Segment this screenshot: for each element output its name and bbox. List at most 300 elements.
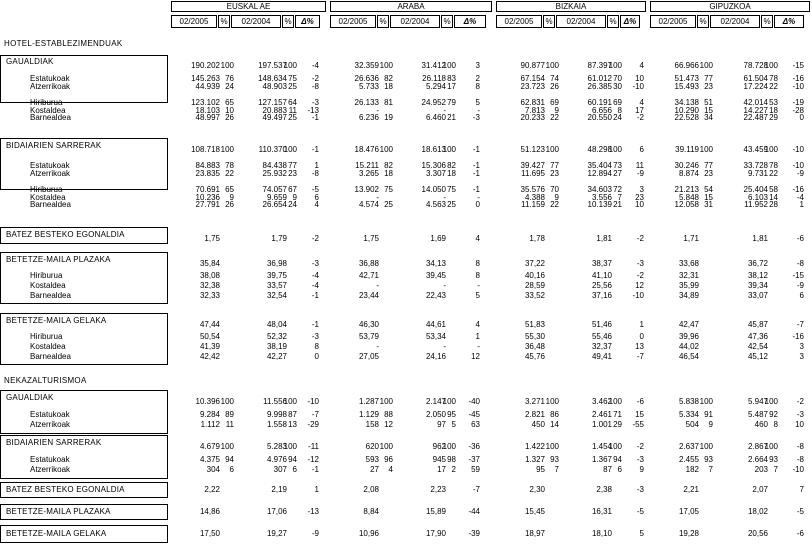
table-cell: 55,30 xyxy=(524,332,545,341)
table-cell: 100 xyxy=(699,397,713,406)
table-cell: -4 xyxy=(311,281,319,290)
table-cell: 1.287 xyxy=(358,397,379,406)
table-cell: -39 xyxy=(468,529,480,538)
table-cell: 100 xyxy=(283,145,297,154)
table-cell: 53,34 xyxy=(425,332,446,341)
table-cell: 4.388 xyxy=(524,193,545,202)
row-label: Barnealdea xyxy=(30,200,71,209)
table-cell: 100 xyxy=(379,397,393,406)
table-cell: 1.001 xyxy=(591,420,612,429)
table-cell: -8 xyxy=(311,169,319,178)
table-cell: 61.012 xyxy=(587,74,612,83)
table-cell: 84.438 xyxy=(262,161,287,170)
table-cell: 23.835 xyxy=(195,169,220,178)
table-cell: 87.397 xyxy=(587,61,612,70)
table-cell: -3 xyxy=(636,455,644,464)
table-cell: 1.454 xyxy=(591,442,612,451)
table-cell: 7 xyxy=(708,465,713,474)
table-cell: 17,50 xyxy=(199,529,220,538)
column-header xyxy=(774,15,804,28)
table-cell: 3 xyxy=(639,185,644,194)
column-header xyxy=(171,15,217,28)
table-cell: 460 xyxy=(754,420,768,429)
table-cell: 12.894 xyxy=(587,169,612,178)
table-cell: 27 xyxy=(370,465,379,474)
table-cell: 1.558 xyxy=(266,420,287,429)
table-cell: 1,75 xyxy=(363,234,379,243)
table-cell: 45,12 xyxy=(747,352,768,361)
table-cell: -44 xyxy=(468,507,480,516)
table-cell: 91 xyxy=(704,410,713,419)
table-cell: 25.932 xyxy=(262,169,287,178)
table-cell: - xyxy=(477,281,480,290)
table-cell: 75 xyxy=(384,185,393,194)
table-cell: 9 xyxy=(708,420,713,429)
table-cell: 33,68 xyxy=(678,259,699,268)
table-cell: 1,79 xyxy=(271,234,287,243)
table-cell: 44,02 xyxy=(678,342,699,351)
row-label: Estatukoak xyxy=(30,410,70,419)
table-cell: 11.556 xyxy=(263,397,287,406)
table-cell: -7 xyxy=(311,410,319,419)
table-cell: -8 xyxy=(796,259,804,268)
table-cell: 32,37 xyxy=(591,342,612,351)
table-cell: 4 xyxy=(388,465,393,474)
table-cell: 2,19 xyxy=(271,485,287,494)
table-cell: 11 xyxy=(225,420,234,429)
table-cell: 9 xyxy=(639,465,644,474)
table-cell: 100 xyxy=(283,442,297,451)
table-cell: 11.952 xyxy=(744,200,768,209)
table-cell: 9.731 xyxy=(747,169,768,178)
group-title: BETETZE-MAILA GELAKA xyxy=(6,316,107,325)
row-label: Hiriburua xyxy=(30,185,63,194)
table-cell: 11.159 xyxy=(521,200,545,209)
table-cell: - xyxy=(443,342,446,351)
table-cell: 6.103 xyxy=(747,193,768,202)
table-cell: 10 xyxy=(225,106,234,115)
table-cell: 8 xyxy=(475,271,480,280)
table-cell: 67.154 xyxy=(520,74,545,83)
column-header-label: Δ% xyxy=(301,17,314,26)
table-cell: -55 xyxy=(632,420,644,429)
table-cell: 79 xyxy=(447,98,456,107)
table-cell: 18.103 xyxy=(195,106,220,115)
table-cell: 23 xyxy=(635,193,644,202)
table-cell: 48,04 xyxy=(266,320,287,329)
column-header-label: 02/2005 xyxy=(338,17,368,26)
table-cell: -8 xyxy=(311,82,319,91)
table-cell: 190.202 xyxy=(191,61,220,70)
table-cell: 75 xyxy=(288,74,297,83)
table-cell: 53,79 xyxy=(358,332,379,341)
table-cell: 12.058 xyxy=(674,200,699,209)
table-cell: 94 xyxy=(288,455,297,464)
region-title: BIZKAIA xyxy=(555,2,587,11)
region-title: GIPUZKOA xyxy=(709,2,751,11)
table-cell: 2.147 xyxy=(425,397,446,406)
table-cell: 100 xyxy=(442,442,456,451)
table-cell: 197.537 xyxy=(258,61,287,70)
column-header xyxy=(295,15,320,28)
table-cell: 98 xyxy=(447,455,456,464)
table-cell: -10 xyxy=(792,465,804,474)
table-cell: 65 xyxy=(225,98,234,107)
group-title: BIDAIARIEN SARRERAK xyxy=(6,438,102,447)
table-cell: -4 xyxy=(796,193,804,202)
table-cell: 9.659 xyxy=(266,193,287,202)
table-cell: 3.462 xyxy=(591,397,612,406)
table-cell: 0 xyxy=(639,332,644,341)
table-cell: 38,12 xyxy=(747,271,768,280)
table-cell: -1 xyxy=(472,185,480,194)
table-cell: 81 xyxy=(384,98,393,107)
table-cell: -1 xyxy=(472,169,480,178)
table-cell: 18,97 xyxy=(524,529,545,538)
section-title: NEKAZALTURISMOA xyxy=(4,376,87,385)
table-cell: 10 xyxy=(635,200,644,209)
table-cell: 22,43 xyxy=(425,291,446,300)
table-cell: 203 xyxy=(754,465,768,474)
table-cell: 22.487 xyxy=(743,113,768,122)
table-cell: 17,05 xyxy=(678,507,699,516)
table-cell: 29 xyxy=(613,420,622,429)
table-cell: 18,10 xyxy=(591,529,612,538)
table-cell: -3 xyxy=(636,259,644,268)
row-label: Atzerrikoak xyxy=(30,82,71,91)
table-cell: 15,89 xyxy=(425,507,446,516)
table-cell: 1 xyxy=(799,200,804,209)
column-header-label: % xyxy=(699,17,707,26)
table-cell: 31 xyxy=(704,200,713,209)
table-cell: 60.191 xyxy=(587,98,612,107)
table-cell: 5 xyxy=(639,529,644,538)
table-cell: 100 xyxy=(442,145,456,154)
table-cell: 5 xyxy=(475,98,480,107)
table-cell: -37 xyxy=(468,455,480,464)
table-cell: 27.791 xyxy=(195,200,220,209)
table-cell: -16 xyxy=(792,74,804,83)
table-cell: 55,46 xyxy=(591,332,612,341)
table-cell: 3.265 xyxy=(358,169,379,178)
table-cell: 28 xyxy=(769,200,778,209)
table-cell: 39.427 xyxy=(520,161,545,170)
table-cell: 3.307 xyxy=(425,169,446,178)
table-cell: 24 xyxy=(288,200,297,209)
table-cell: 82 xyxy=(384,161,393,170)
table-cell: -3 xyxy=(636,485,644,494)
column-header-label: 02/2004 xyxy=(720,17,750,26)
table-cell: 25 xyxy=(288,113,297,122)
table-cell: 5.733 xyxy=(358,82,379,91)
table-cell: -2 xyxy=(636,442,644,451)
table-cell: -15 xyxy=(792,61,804,70)
table-cell: 39,45 xyxy=(425,271,446,280)
table-cell: 100 xyxy=(220,61,234,70)
table-cell: 19,27 xyxy=(266,529,287,538)
table-cell: 7 xyxy=(799,485,804,494)
table-cell: 5.334 xyxy=(678,410,699,419)
column-header-label: 02/2005 xyxy=(658,17,688,26)
table-cell: 39,75 xyxy=(266,271,287,280)
table-cell: 100 xyxy=(545,61,559,70)
table-cell: -45 xyxy=(468,410,480,419)
column-header xyxy=(390,15,440,28)
table-cell: 9 xyxy=(554,106,559,115)
table-cell: -29 xyxy=(307,420,319,429)
table-cell: 5 xyxy=(451,420,456,429)
table-cell: 6 xyxy=(617,465,622,474)
table-cell: -10 xyxy=(792,161,804,170)
table-cell: 5.838 xyxy=(678,397,699,406)
table-cell: 22 xyxy=(769,169,778,178)
table-cell: 5.848 xyxy=(678,193,699,202)
table-cell: 22 xyxy=(550,200,559,209)
table-cell: 32,31 xyxy=(678,271,699,280)
table-cell: -2 xyxy=(636,271,644,280)
table-cell: - xyxy=(376,342,379,351)
table-cell: 2.637 xyxy=(678,442,699,451)
table-cell: 73 xyxy=(613,161,622,170)
table-cell: 1,81 xyxy=(596,234,612,243)
table-cell: - xyxy=(376,281,379,290)
group-title: BIDAIARIEN SARRERAK xyxy=(6,141,102,150)
table-cell: 48.997 xyxy=(195,113,220,122)
table-cell: 26.654 xyxy=(262,200,287,209)
table-cell: 14.050 xyxy=(421,185,446,194)
table-cell: 27,05 xyxy=(358,352,379,361)
table-cell: 34.603 xyxy=(587,185,612,194)
table-cell: 962 xyxy=(432,442,446,451)
table-cell: 100 xyxy=(220,145,234,154)
table-cell: 2,21 xyxy=(683,485,699,494)
table-cell: 75 xyxy=(447,185,456,194)
table-cell: 100 xyxy=(608,397,622,406)
row-label: Kostaldea xyxy=(30,106,66,115)
table-cell: 30.246 xyxy=(674,161,699,170)
table-cell: 74 xyxy=(550,74,559,83)
row-label: Kostaldea xyxy=(30,193,66,202)
table-cell: 1 xyxy=(314,161,319,170)
column-header-label: % xyxy=(763,17,771,26)
table-cell: 10.396 xyxy=(195,397,220,406)
table-cell: 5.487 xyxy=(747,410,768,419)
table-cell: 15 xyxy=(704,193,713,202)
region-title: ARABA xyxy=(397,2,425,11)
table-cell: 78 xyxy=(769,74,778,83)
column-header xyxy=(218,15,230,28)
table-cell: -28 xyxy=(792,106,804,115)
table-cell: -10 xyxy=(792,82,804,91)
group-title: BETETZE-MAILA PLAZAKA xyxy=(6,255,111,264)
table-cell: 37,22 xyxy=(524,259,545,268)
table-cell: 6.460 xyxy=(425,113,446,122)
table-cell: 6 xyxy=(229,465,234,474)
table-cell: 15 xyxy=(704,106,713,115)
table-cell: 2,30 xyxy=(529,485,545,494)
table-cell: 6 xyxy=(314,193,319,202)
table-cell: 14.227 xyxy=(743,106,768,115)
table-cell: 4 xyxy=(639,98,644,107)
column-header-label: Δ% xyxy=(782,17,796,26)
table-cell: 34,89 xyxy=(678,291,699,300)
table-cell: 82 xyxy=(384,74,393,83)
group-title: BETETZE-MAILA GELAKA xyxy=(6,529,107,538)
table-cell: 15.493 xyxy=(674,82,699,91)
table-cell: 14,86 xyxy=(199,507,220,516)
table-cell: 10.290 xyxy=(674,106,699,115)
table-cell: 6 xyxy=(292,465,297,474)
table-cell: 100 xyxy=(545,145,559,154)
table-cell: 15,45 xyxy=(524,507,545,516)
table-cell: - xyxy=(443,193,446,202)
table-cell: 8 xyxy=(314,342,319,351)
table-cell: 44.939 xyxy=(195,82,220,91)
table-cell: 2,07 xyxy=(752,485,768,494)
table-cell: -10 xyxy=(307,397,319,406)
table-cell: 17,90 xyxy=(425,529,446,538)
table-cell: -19 xyxy=(792,98,804,107)
table-cell: 8 xyxy=(475,259,480,268)
table-cell: 127.157 xyxy=(258,98,287,107)
table-cell: 41,39 xyxy=(199,342,220,351)
table-cell: - xyxy=(443,106,446,115)
table-cell: 19 xyxy=(384,113,393,122)
table-cell: 100 xyxy=(545,442,559,451)
row-label: Estatukoak xyxy=(30,74,70,83)
table-cell: 148.634 xyxy=(258,74,287,83)
table-cell: 1,78 xyxy=(529,234,545,243)
table-cell: 58 xyxy=(769,185,778,194)
table-cell: -4 xyxy=(311,61,319,70)
table-cell: 51.123 xyxy=(520,145,545,154)
table-cell: -1 xyxy=(311,465,319,474)
table-cell: 66.966 xyxy=(674,61,699,70)
table-cell: 77 xyxy=(704,74,713,83)
table-cell: 158 xyxy=(365,420,379,429)
table-cell: -13 xyxy=(307,106,319,115)
table-cell: 2 xyxy=(451,465,456,474)
table-cell: 2,22 xyxy=(204,485,220,494)
row-label: Hiriburua xyxy=(30,98,63,107)
table-cell: 11 xyxy=(635,161,644,170)
table-cell: 4.679 xyxy=(199,442,220,451)
table-cell: 35.576 xyxy=(520,185,545,194)
table-cell: 92 xyxy=(769,410,778,419)
table-cell: 1,71 xyxy=(683,234,699,243)
table-cell: -2 xyxy=(636,113,644,122)
table-cell: 25.404 xyxy=(743,185,768,194)
row-label: Estatukoak xyxy=(30,161,70,170)
table-cell: 100 xyxy=(699,442,713,451)
table-cell: 2.867 xyxy=(747,442,768,451)
table-cell: 87 xyxy=(288,410,297,419)
table-cell: -9 xyxy=(311,529,319,538)
table-cell: 0 xyxy=(314,352,319,361)
table-cell: 5 xyxy=(475,291,480,300)
table-cell: 5.283 xyxy=(266,442,287,451)
column-header xyxy=(697,15,709,28)
table-cell: 304 xyxy=(206,465,220,474)
table-cell: 24.952 xyxy=(421,98,446,107)
table-cell: 17,06 xyxy=(266,507,287,516)
table-cell: -2 xyxy=(796,397,804,406)
table-cell: 32,33 xyxy=(199,291,220,300)
table-cell: 3 xyxy=(799,342,804,351)
table-cell: 1,81 xyxy=(752,234,768,243)
table-cell: 82 xyxy=(447,161,456,170)
table-cell: 19,28 xyxy=(678,529,699,538)
table-cell: - xyxy=(443,281,446,290)
table-cell: 52,32 xyxy=(266,332,287,341)
group-title: BATEZ BESTEKO EGONALDIA xyxy=(6,230,125,239)
table-cell: 94 xyxy=(225,455,234,464)
table-cell: 3.556 xyxy=(591,193,612,202)
table-cell: 6.656 xyxy=(591,106,612,115)
table-cell: 1.422 xyxy=(524,442,545,451)
table-cell: 100 xyxy=(545,397,559,406)
table-cell: 4 xyxy=(639,61,644,70)
table-cell: 69 xyxy=(613,98,622,107)
table-cell: 77 xyxy=(288,161,297,170)
table-cell: 35,84 xyxy=(199,259,220,268)
table-cell: 0 xyxy=(799,113,804,122)
table-cell: 35,99 xyxy=(678,281,699,290)
table-cell: 7 xyxy=(617,193,622,202)
table-cell: 24 xyxy=(225,82,234,91)
table-cell: 26.133 xyxy=(354,98,379,107)
table-cell: 42,71 xyxy=(358,271,379,280)
table-cell: 23 xyxy=(704,169,713,178)
table-cell: 39,34 xyxy=(747,281,768,290)
table-cell: 1.327 xyxy=(524,455,545,464)
table-cell: 8.874 xyxy=(678,169,699,178)
table-cell: 145.263 xyxy=(191,74,220,83)
table-cell: -6 xyxy=(636,397,644,406)
table-cell: 32.359 xyxy=(354,61,379,70)
table-cell: - xyxy=(376,193,379,202)
table-cell: -1 xyxy=(311,291,319,300)
column-header xyxy=(710,15,760,28)
table-cell: 3 xyxy=(799,352,804,361)
table-cell: 25 xyxy=(288,82,297,91)
table-cell: 2.821 xyxy=(524,410,545,419)
table-cell: 62.831 xyxy=(520,98,545,107)
table-cell: -7 xyxy=(796,320,804,329)
table-cell: 9 xyxy=(554,193,559,202)
table-cell: -6 xyxy=(796,234,804,243)
column-header-label: % xyxy=(443,17,451,26)
table-cell: -7 xyxy=(636,352,644,361)
table-cell: 25 xyxy=(447,200,456,209)
table-cell: 9 xyxy=(229,193,234,202)
table-cell: 13 xyxy=(635,342,644,351)
table-cell: 9 xyxy=(292,193,297,202)
region-title: EUSKAL AE xyxy=(226,2,271,11)
table-cell: -3 xyxy=(311,332,319,341)
table-cell: 17 xyxy=(635,106,644,115)
table-cell: -10 xyxy=(632,291,644,300)
table-cell: 14 xyxy=(550,420,559,429)
table-cell: 100 xyxy=(699,61,713,70)
table-cell: 22 xyxy=(225,169,234,178)
table-cell: - xyxy=(477,106,480,115)
table-cell: 100 xyxy=(764,61,778,70)
table-cell: 76 xyxy=(225,74,234,83)
table-cell: 1.112 xyxy=(200,420,220,429)
table-cell: 89 xyxy=(225,410,234,419)
table-cell: 100 xyxy=(608,442,622,451)
